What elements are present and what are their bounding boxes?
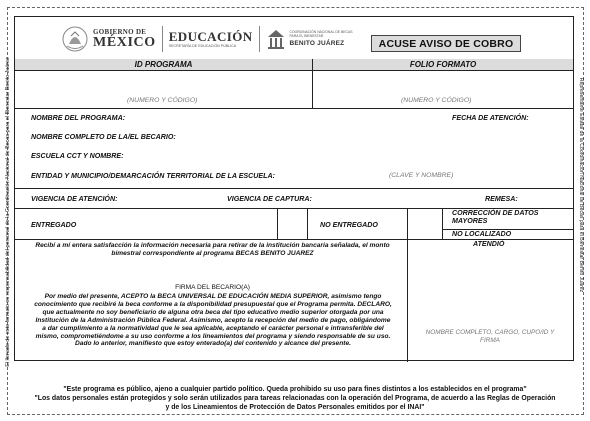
gobierno-line-1: GOBIERNO DE (93, 27, 147, 36)
becas-small-text: COORDINACIÓN NACIONAL DE BECAS PARA EL BIENESTAR (289, 30, 353, 38)
recibi-statement: Recibí a mí entera satisfacción la información necesaria para retirar de la institución bancaria señalada, el monto bimestral correspondiente al programa BECAS BENITO JUAREZ (35, 242, 390, 257)
vigencia-captura-label: VIGENCIA DE CAPTURA: (227, 195, 312, 203)
atendio-label: ATENDIÓ (473, 240, 505, 248)
rule (442, 208, 443, 239)
firma-becario-label: FIRMA DEL BECARIO(A) (175, 284, 250, 291)
rule (277, 208, 278, 239)
mexico-coat-of-arms-icon (61, 24, 89, 54)
educacion-title: EDUCACIÓN (168, 28, 253, 44)
rule (307, 208, 308, 239)
id-programa-header: ID PROGRAMA (15, 59, 312, 70)
nombre-programa-label: NOMBRE DEL PROGRAMA: (31, 114, 126, 122)
gobierno-line-2: MÉXICO (93, 34, 156, 50)
vigencia-atencion-label: VIGENCIA DE ATENCIÓN: (31, 195, 118, 203)
logo-separator (162, 26, 163, 52)
escuela-label: ESCUELA CCT Y NOMBRE: (31, 152, 124, 160)
becas-big-text: BENITO JUÁREZ (289, 39, 345, 47)
nombre-becario-label: NOMBRE COMPLETO DE LA/EL BECARIO: (31, 133, 176, 141)
form-title: ACUSE AVISO DE COBRO (371, 35, 521, 52)
clave-nombre-hint: (CLAVE Y NOMBRE) (389, 172, 454, 179)
declaracion-text: Por medio del presente, ACEPTO la BECA UNIVERSAL DE EDUCACIÓN MEDIA SUPERIOR, asimismo tengo conocimiento que recibiré la beca conforme a la disponibilidad presupuestal que el Programa permita. DECLARO, que actualmente no soy beneficiario de alguna otra beca del tipo educativo medio superior otorgada por una Institución de la Administración Pública Federal. Asimismo, acepto la recepción del medio de pago, obligándome a dar cumplimiento a la normatividad que le sea aplicable, aceptando el carácter personal e intransferible del mismo, comprometiéndome a su uso conforme a los lineamientos del programa y siendo responsable de su uso. Dado lo anterior, manifiesto que estoy enterado(a) del contenido y alcance del presente. (34, 293, 392, 348)
logo-separator (259, 26, 260, 52)
rule (312, 59, 313, 109)
becas-benito-juarez-logo (290, 31, 360, 47)
side-note-right: Representante Estatal de la Coordinación Nacional de Becas para el Bienestar Benito Juárez (578, 77, 584, 293)
rule (15, 188, 573, 189)
educacion-logo (169, 30, 253, 49)
footer-line-1: "Este programa es público, ajeno a cualquier partido político. Queda prohibido su uso para fines distintos a los establecidos en el programa" (63, 386, 527, 393)
entidad-label: ENTIDAD Y MUNICIPIO/DEMARCACIÓN TERRITORIAL DE LA ESCUELA: (31, 172, 275, 180)
gobierno-mexico-logo (93, 29, 156, 50)
rule (15, 70, 573, 71)
form-document (14, 16, 574, 361)
rule (15, 108, 573, 109)
side-note-left: El llenado de este formato es responsabilidad del personal de la Coordinación Nacional de Becas para el Bienestar Benito Juárez (5, 56, 11, 367)
educacion-subtitle: SECRETARÍA DE EDUCACIÓN PÚBLICA (168, 43, 237, 48)
entregado-label: ENTREGADO (31, 221, 77, 229)
rule (407, 239, 408, 362)
correccion-label: CORRECCIÓN DE DATOS MAYORES (452, 209, 539, 225)
rule (407, 208, 408, 239)
id-programa-hint: (NUMERO Y CÓDIGO) (127, 97, 198, 104)
fecha-atencion-label: FECHA DE ATENCIÓN: (452, 114, 529, 122)
folio-formato-header: FOLIO FORMATO (313, 59, 573, 70)
atendio-signature-hint: NOMBRE COMPLETO, CARGO, CUPO/ID Y FIRMA (425, 329, 555, 344)
folio-formato-hint: (NUMERO Y CÓDIGO) (401, 97, 472, 104)
no-localizado-label: NO LOCALIZADO (452, 230, 512, 238)
legal-footer (14, 386, 576, 413)
becas-building-icon (266, 28, 286, 50)
footer-line-2: "Los datos personales están protegidos y solo serán utilizados para tareas relacionadas con la operación del Programa, de acuerdo a las Reglas de Operación y de los Lineamientos de Protección de Datos Personales emitidos por el INAI" (34, 394, 556, 411)
logo-header (61, 21, 360, 57)
no-entregado-label: NO ENTREGADO (320, 221, 378, 229)
remesa-label: REMESA: (485, 195, 518, 203)
